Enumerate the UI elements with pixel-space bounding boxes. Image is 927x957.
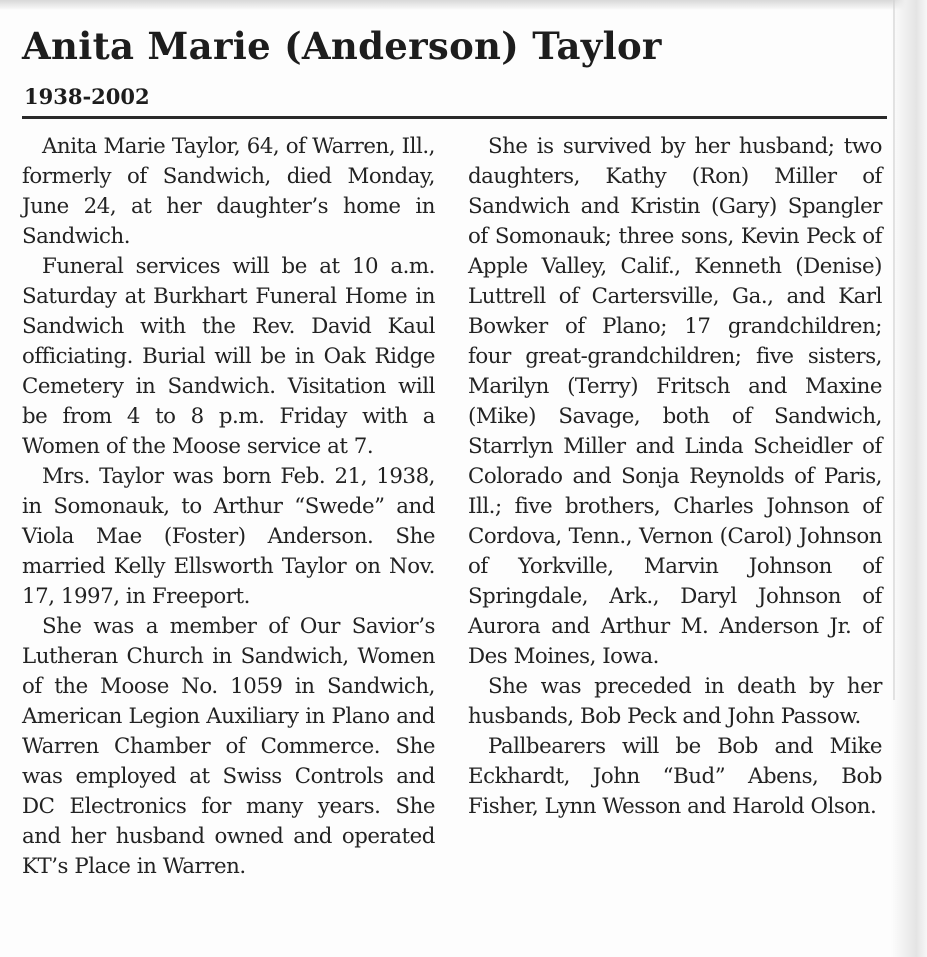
paragraph-death-notice: Anita Marie Taylor, 64, of Warren, Ill., formerly of Sandwich, died Monday, June 24, at her daughter’s home in Sandwich. bbox=[22, 134, 435, 249]
paragraph-survivors: She is survived by her husband; two daughters, Kathy (Ron) Miller of Sandwich and Kristin (Gary) Spangler of Somonauk; three sons, Kevin Peck of Apple Valley, Calif., Kenneth (Denise) Luttrell of Cartersville, Ga., and Karl Bowker of Plano; 17 grandchildren; four great-grandchildren; five sisters, Marilyn (Terry) Fritsch and Maxine (Mike) Savage, both of Sandwich, Starrlyn Miller and Linda Scheidler of Colorado and Sonja Reynolds of Paris, Ill.; five brothers, Charles Johnson of Cordova, Tenn., Vernon (Carol) Johnson of Yorkville, Marvin Johnson of Springdale, Ark., Daryl Johnson of Aurora and Arthur M. Anderson Jr. of Des Moines, Iowa. bbox=[468, 134, 882, 669]
headline-rule bbox=[22, 116, 887, 119]
paragraph-preceded-in-death: She was preceded in death by her husbands, Bob Peck and John Passow. bbox=[468, 674, 882, 729]
right-column bbox=[468, 132, 882, 822]
left-column bbox=[22, 132, 435, 882]
obituary-name: Anita Marie (Anderson) Taylor bbox=[22, 24, 662, 68]
obituary-years: 1938-2002 bbox=[24, 84, 150, 109]
scan-shadow-right bbox=[891, 0, 927, 957]
paragraph-birth-marriage: Mrs. Taylor was born Feb. 21, 1938, in Somonauk, to Arthur “Swede” and Viola Mae (Foster) Anderson. She married Kelly Ellsworth Taylor on Nov. 17, 1997, in Freeport. bbox=[22, 464, 435, 609]
paragraph-funeral-services: Funeral services will be at 10 a.m. Saturday at Burkhart Funeral Home in Sandwich with the Rev. David Kaul officiating. Burial will be in Oak Ridge Cemetery in Sandwich. Visitation will be from 4 to 8 p.m. Friday with a Women of the Moose service at 7. bbox=[22, 254, 435, 459]
paragraph-pallbearers: Pallbearers will be Bob and Mike Eckhardt, John “Bud” Abens, Bob Fisher, Lynn Wesson and Harold Olson. bbox=[468, 734, 882, 819]
scan-shadow-top bbox=[0, 0, 927, 10]
paragraph-memberships-career: She was a member of Our Savior’s Lutheran Church in Sandwich, Women of the Moose No. 1059 in Sandwich, American Legion Auxiliary in Plano and Warren Chamber of Commerce. She was employed at Swiss Controls and DC Electronics for many years. She and her husband owned and operated KT’s Place in Warren. bbox=[22, 614, 435, 879]
